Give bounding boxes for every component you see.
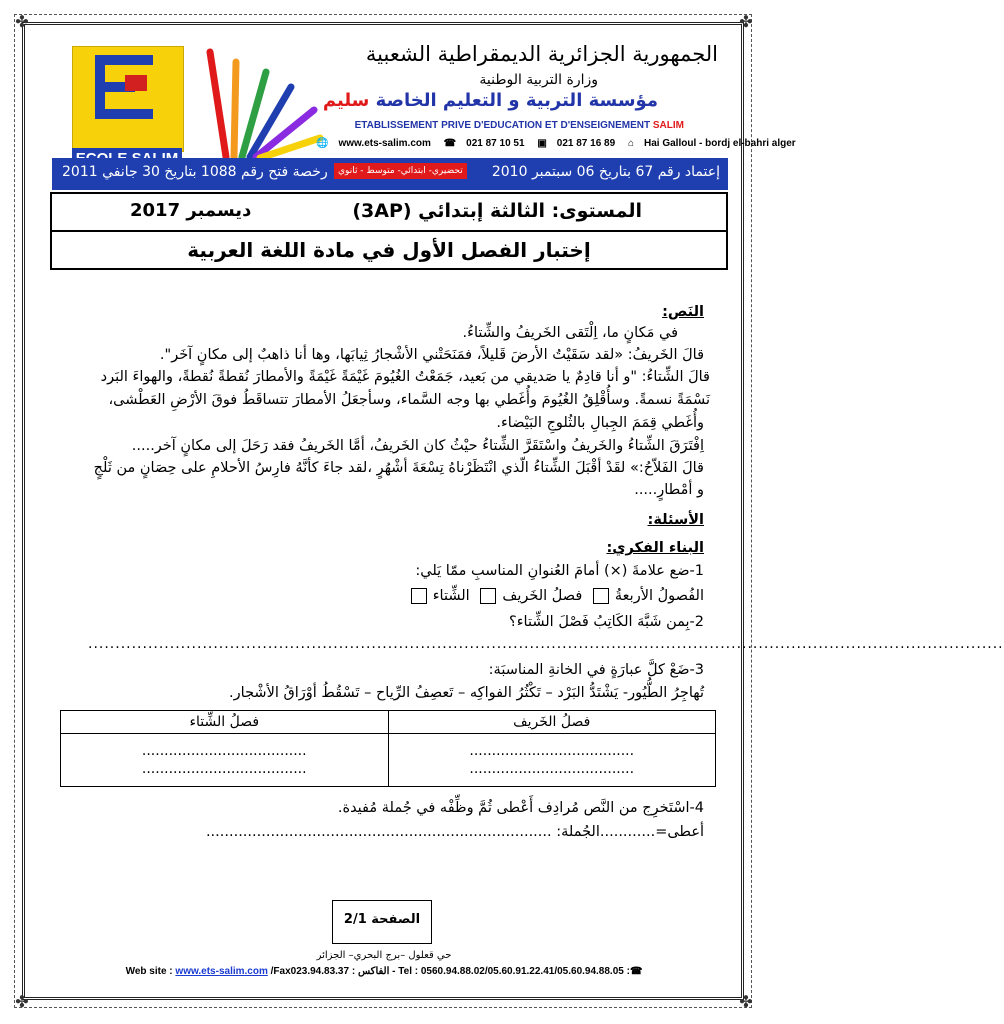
option-checkbox[interactable] xyxy=(593,588,609,604)
corner-ornament-icon: ✤ xyxy=(739,12,753,31)
text-line: و أمْطارٍ..... xyxy=(634,482,704,498)
accreditation-bar xyxy=(52,158,728,190)
question-3-items: تُهاجِرُ الطُّيُور- يَشْتَدُّ البَرْد – تَكْثُرُ الفواكِه – تَعصِفُ الرِّياح – تَسْقُطُ أوْرَاقُ الأشْجار. xyxy=(229,685,704,701)
option-autumn: فصلُ الخَريف xyxy=(502,588,583,604)
answer-line[interactable]: ........................................................................................................................................................................ xyxy=(88,636,1004,652)
institution-fr-text: ETABLISSEMENT PRIVE D'EDUCATION ET D'ENSEIGNEMENT xyxy=(354,120,651,131)
dots-line: ..................................... xyxy=(469,761,635,777)
pencils-icon xyxy=(196,42,329,162)
corner-ornament-icon: ✤ xyxy=(15,992,29,1011)
question-4: 4-اسْتَخرِج من النَّص مُرادِف أَعْطى ثُمَّ وظِّفْه في جُملة مُفيدة. xyxy=(337,800,704,816)
table-header-autumn: فصلُ الخَريف xyxy=(388,711,716,734)
text-line: قالَ الشِّتاءُ: "و أنا قادِمٌ يا صَديقي من بَعيد، جَمَعْتُ الغُيُومَ غَيْمَةً غَيْمَةً والأمطارَ نُقطةً نُقطةً، والهواءَ البَرد xyxy=(100,369,710,385)
table-header-winter: فصلُ الشِّتاء xyxy=(61,711,389,734)
exam-date: ديسمبر 2017 xyxy=(130,200,252,221)
question-1-options xyxy=(405,586,704,606)
web-label: Web site : xyxy=(125,966,173,977)
accreditation-text: إعتماد رقم 67 بتاريخ 06 سبتمبر 2010 xyxy=(491,164,720,180)
section-heading: البناء الفكري: xyxy=(606,540,704,556)
footer-phones: /Fax023.94.83.37 : الفاكس - Tel : 0560.94.88.02/05.60.91.22.41/05.60.94.88.05 :☎ xyxy=(270,966,643,977)
address-text: Hai Galloul - bordj el-bahri alger xyxy=(643,138,796,149)
contact-line xyxy=(316,138,806,149)
dots-line: ..................................... xyxy=(141,743,307,759)
table-cell-winter[interactable] xyxy=(61,734,389,787)
text-line: قالَ الفَلاّحُ:» لقَدْ أقْبَلَ الشِّتاءُ الّذي انْتَظَرْناهُ تِسْعَةَ أشْهُرٍ ،لقد جاءَ كأنَّهُ فارِسُ الأحلامِ على حِصَانٍ من ثَلْجٍ xyxy=(93,460,704,476)
option-winter: الشِّتاء xyxy=(432,588,470,604)
question-4-answer-line[interactable]: أعطى=............الجُملة: ........................................................................... xyxy=(205,824,704,840)
website-text[interactable]: www.ets-salim.com xyxy=(338,138,431,149)
ministry-title: وزارة التربية الوطنية xyxy=(479,72,598,88)
text-line: قالَ الخَريفُ: «لقد سَقَيْتُ الأرضَ قَليلاً، فمَنَحَتْني الأشْجارُ ثِيابَها، وها أنا ذاهبٌ إلى مكانٍ آخَر". xyxy=(159,347,704,363)
question-3: 3-ضَعْ كلَّ عبارَةٍ في الخانةِ المناسبَة: xyxy=(488,662,704,678)
levels-badge: تحضيري- ابتدائي- متوسط - ثانوي xyxy=(334,163,467,179)
option-four-seasons: الفُصولُ الأربعةُ xyxy=(614,588,704,604)
question-1: 1-ضع علامةَ (×) أمامَ العُنوانِ المناسبِ ممّا يَلي: xyxy=(415,563,704,579)
fax-icon: ▣ xyxy=(537,138,547,149)
logo-flag-icon xyxy=(125,75,147,91)
republic-title: الجمهورية الجزائرية الديمقراطية الشعبية xyxy=(365,42,718,66)
question-2: 2-بِمن شَبَّهَ الكَاتِبُ فَصْلَ الشِّتاء؟ xyxy=(509,614,704,630)
license-text: رخصة فتح رقم 1088 بتاريخ 30 جانفي 2011 xyxy=(62,164,328,180)
website-link[interactable]: www.ets-salim.com xyxy=(175,966,268,977)
phone-1: 021 87 10 51 xyxy=(466,138,525,149)
option-checkbox[interactable] xyxy=(411,588,427,604)
institution-name-red: سليم xyxy=(322,90,370,111)
text-line: في مَكانٍ ما، اِلْتَقى الخَريفُ والشِّتاءُ. xyxy=(462,325,678,341)
seasons-table xyxy=(60,710,716,787)
option-checkbox[interactable] xyxy=(480,588,496,604)
page-number: الصفحة 2/1 xyxy=(332,900,432,944)
institution-title-fr xyxy=(355,120,684,131)
institution-fr-red: SALIM xyxy=(652,120,684,131)
corner-ornament-icon: ✤ xyxy=(15,12,29,31)
corner-ornament-icon: ✤ xyxy=(739,992,753,1011)
dots-line: ..................................... xyxy=(469,743,635,759)
level-label: المستوى: الثالثة إبتدائي (3AP) xyxy=(352,200,642,222)
footer-contact xyxy=(0,966,768,977)
institution-name: مؤسسة التربية و التعليم الخاصة xyxy=(375,90,658,111)
questions-heading: الأسئلة: xyxy=(647,512,704,528)
exam-title: إختبار الفصل الأول في مادة اللغة العربية xyxy=(50,230,728,270)
globe-icon: 🌐 xyxy=(316,138,329,149)
text-heading: النَص: xyxy=(662,304,704,320)
table-cell-autumn[interactable] xyxy=(388,734,716,787)
phone-icon: ☎ xyxy=(443,138,457,149)
school-logo xyxy=(72,46,184,152)
phone-2: 021 87 16 89 xyxy=(556,138,616,149)
text-line: اِفْتَرَقَ الشِّتاءُ والخَريفُ واسْتَقَرَّ الشِّتاءُ حيْثُ كان الخَريفُ، أمَّا الخَريفُ فقد رَحَلَ إلى مكانٍ آخر..... xyxy=(131,438,704,454)
institution-title-ar xyxy=(323,90,658,111)
level-box xyxy=(50,192,728,232)
text-line: وأُغَطي قِمَمَ الجِبالِ بالثُلوجِ البَيْضاء. xyxy=(496,415,704,431)
dots-line: ..................................... xyxy=(141,761,307,777)
text-line: نَسْمَةً نسمةً. وسأُقْلِقُ الغُيُومَ وأُغَطي بها وجه السَّماء، وسأجعَلُ الأمطارَ تتساقَطُ فوقَ الأرْضِ العَطْشى، xyxy=(108,392,710,408)
home-icon: ⌂ xyxy=(627,138,634,149)
footer-address: حي قعلول –برج البحري– الجزائر xyxy=(316,950,452,961)
